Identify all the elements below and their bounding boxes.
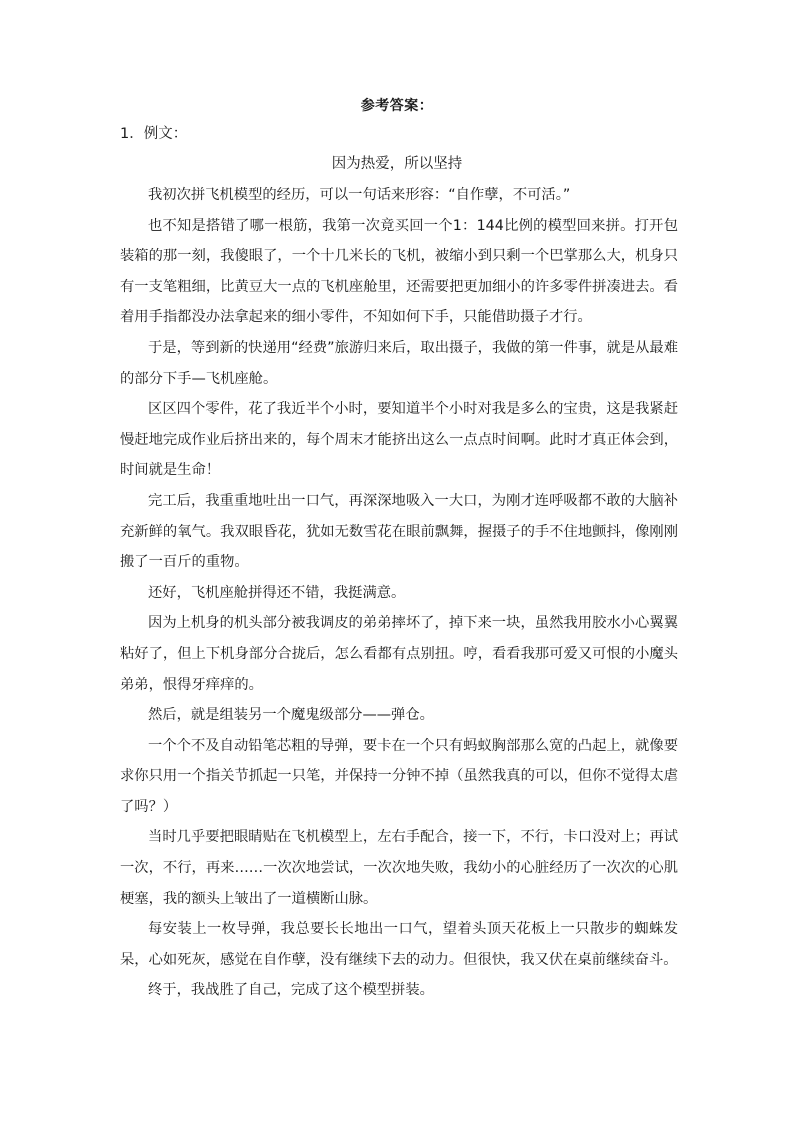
essay-title: 因为热爱，所以坚持 — [331, 156, 463, 172]
essay-paragraph: 一个个不及自动铅笔芯粗的导弹，要卡在一个只有蚂蚁胸部那么宽的凸起上，就像要求你只用一个指关节抓起一只笔，并保持一分钟不掉（虽然我真的可以，但你不觉得太虐了吗？） — [120, 737, 678, 815]
essay-body — [120, 180, 678, 1006]
essay-paragraph: 还好，飞机座舱拼得还不错，我挺满意。 — [148, 584, 406, 601]
essay-paragraph: 完工后，我重重地吐出一口气，再深深地吸入一大口，为刚才连呼吸都不敢的大脑补充新鲜的氧气。我双眼昏花，犹如无数雪花在眼前飘舞，握摄子的手不住地颤抖，像刚刚搬了一百斤的重物。 — [120, 492, 678, 571]
essay-paragraph: 于是，等到新的快递用“经费”旅游归来后，取出摄子，我做的第一件事，就是从最难的部分下手—飞机座舱。 — [120, 339, 678, 387]
essay-paragraph: 因为上机身的机头部分被我调皮的弟弟摔坏了，掉下来一块，虽然我用胶水小心翼翼粘好了，但上下机身部分合拢后，怎么看都有点别扭。哼，看看我那可爱又可恨的小魔头弟弟，恨得牙痒痒的。 — [120, 615, 678, 693]
essay-paragraph: 终于，我战胜了自己，完成了这个模型拼装。 — [148, 982, 434, 999]
essay-paragraph: 我初次拼飞机模型的经历，可以一句话来形容：“自作孽，不可活。” — [148, 187, 571, 203]
essay-paragraph: 然后，就是组装另一个魔鬼级部分——弹仓。 — [148, 707, 434, 724]
essay-paragraph: 当时几乎要把眼睛贴在飞机模型上，左右手配合，接一下，不行，卡口没对上；再试一次，不行，再来……一次次地尝试，一次次地失败，我幼小的心脏经历了一次次的心肌梗塞，我的额头上皱出了一道横断山脉。 — [120, 829, 678, 907]
essay-paragraph: 也不知是搭错了哪一根筋，我第一次竟买回一个1：144比例的模型回来拼。打开包装箱的那一刻，我傻眼了，一个十几米长的飞机，被缩小到只剩一个巴掌那么大，机身只有一支笔粗细，比黄豆大一点的飞机座舱里，还需要把更加细小的许多零件拼凑进去。看着用手指都没办法拿起来的细小零件，不知如何下手，只能借助摄子才行。 — [120, 217, 678, 326]
question-label: 1．例文： — [120, 126, 188, 142]
essay-paragraph: 区区四个零件，花了我近半个小时，要知道半个小时对我是多么的宝贵，这是我紧赶慢赶地完成作业后挤出来的，每个周末才能挤出这么一点点时间啊。此时才真正体会到，时间就是生命！ — [120, 401, 678, 479]
answer-heading: 参考答案： — [360, 98, 434, 114]
essay-paragraph: 每安装上一枚导弹，我总要长长地出一口气，望着头顶天花板上一只散步的蜘蛛发呆，心如死灰，感觉在自作孽，没有继续下去的动力。但很快，我又伏在桌前继续奋斗。 — [120, 921, 678, 968]
